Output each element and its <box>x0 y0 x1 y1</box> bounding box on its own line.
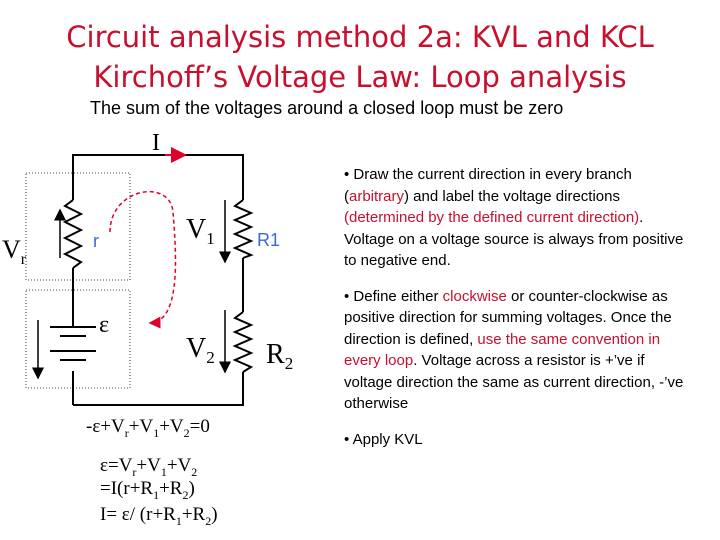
v1-label: $V_1$ <box>186 214 215 248</box>
solution-equation: I= ε/ $(r+R_1+R_2)$ <box>100 504 218 528</box>
bullet-current-direction: • Draw the current direction in every branch (arbitrary) and label the voltage directions (determined by the defined current direction). Voltage on a voltage source is always from positive to negative end. <box>344 166 684 269</box>
vr-label: $V_r$ <box>2 235 27 268</box>
r-label: r <box>93 231 99 251</box>
kvl-equation: $-\varepsilon+V_r+V_1+V_2=0$ <box>86 416 210 440</box>
resistor-r2 <box>235 312 251 372</box>
battery-emf <box>50 327 96 360</box>
current-label: I <box>152 130 160 156</box>
emf-label: ε <box>99 312 110 338</box>
emf-equation: $\varepsilon=V_r+V_1+V_2$ <box>100 455 198 479</box>
resistor-r <box>65 200 81 268</box>
slide-title: Circuit analysis method 2a: KVL and KCL <box>66 20 654 54</box>
v2-label: $V_2$ <box>186 333 215 367</box>
current-equation: $=I(r+R_1+R_2)$ <box>100 478 195 502</box>
dotted-box-lower <box>26 290 130 388</box>
r1-label: R1 <box>257 230 281 250</box>
bullet-list <box>344 164 694 464</box>
resistor-r1 <box>235 200 251 258</box>
slide-subtitle-heading: Kirchoff’s Voltage Law: Loop analysis <box>93 60 627 94</box>
r2-label: $R_2$ <box>266 339 294 373</box>
loop-direction-arrow <box>110 192 175 323</box>
kvl-statement: The sum of the voltages around a closed loop must be zero <box>90 98 564 118</box>
bullet-apply-kvl: • Apply KVL <box>344 430 423 448</box>
bullet-sign-convention: • Define either clockwise or counter-clockwise as positive direction for summing voltages. Once the direction is defined, use the same convention in every loop. Voltage across a resistor is +’ve if voltage direction the same as current direction, -’ve otherwise <box>344 287 684 412</box>
